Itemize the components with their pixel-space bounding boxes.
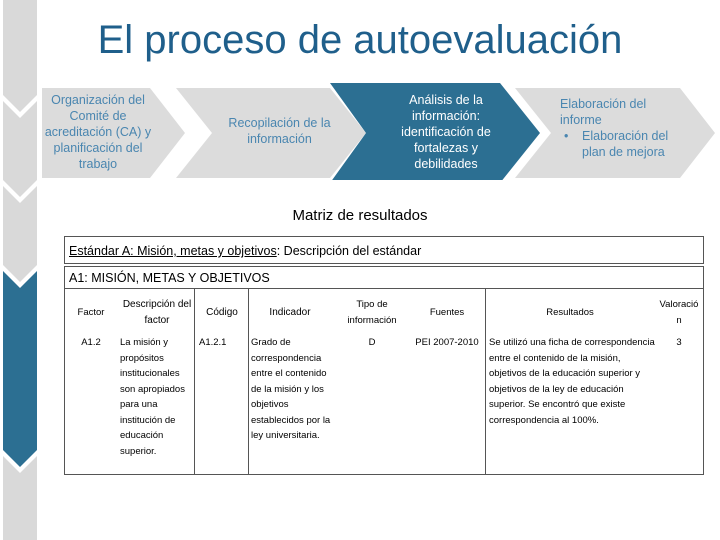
standard-box [64,236,704,264]
row-descripcion: La misión y propósitos institucionales son apropiados para una institución de educación superior. [120,337,185,457]
col-header-fuentes: Fuentes [429,307,465,318]
strip-segment-4-active [3,271,37,467]
col-header-valoracion: Valoración [659,299,699,326]
col-header-resultados: Resultados [546,307,594,318]
col-separator [485,289,486,474]
col-header-indicador: Indicador [269,307,311,318]
bullet-icon: • [564,129,569,143]
step-1-label: Organización del Comité de acreditación (CA) y planificación del trabajo [44,93,152,171]
row-factor: A1.2 [81,337,101,348]
row-resultados: Se utilizó una ficha de correspondencia entre el contenido de la misión, objetivos de la educación superior y objetivos de la ley de educación superior. Se encontró que existe correspondencia al 100%. [489,337,655,426]
step-4-bullet-text: Elaboración del plan de mejora [582,129,669,159]
strip-segment-5 [3,456,37,540]
standard-desc: : Descripción del estándar [276,244,422,258]
table-heading: A1: MISIÓN, METAS Y OBJETIVOS [69,271,270,285]
row-fuentes: PEI 2007-2010 [415,337,479,348]
col-header-descripcion: Descripción del factor [122,299,192,326]
strip-segment-3 [3,186,37,282]
step-2-label: Recopilación de la información [228,116,331,146]
col-header-tipo: Tipo de información [347,299,397,326]
step-4-main: Elaboración del informe [560,97,647,127]
step-4-bullet-row [560,128,678,160]
step-3-label: Análisis de la información: identificación de fortalezas y debilidades [401,93,491,171]
row-tipo: D [368,337,376,348]
section-subtitle: Matriz de resultados [292,207,428,224]
col-header-codigo: Código [206,307,238,318]
results-table [64,266,704,475]
table-heading-divider [65,288,703,289]
row-codigo: A1.2.1 [199,337,227,348]
row-valoracion: 3 [676,337,682,348]
page-title: El proceso de autoevaluación [97,18,623,62]
row-indicador: Grado de correspondencia entre el contenido de la misión y los objetivos establecidos por la ley universitaria. [251,337,331,441]
step-4-label [560,96,678,160]
col-header-factor: Factor [77,307,105,318]
standard-label: Estándar A: Misión, metas y objetivos [69,244,277,258]
